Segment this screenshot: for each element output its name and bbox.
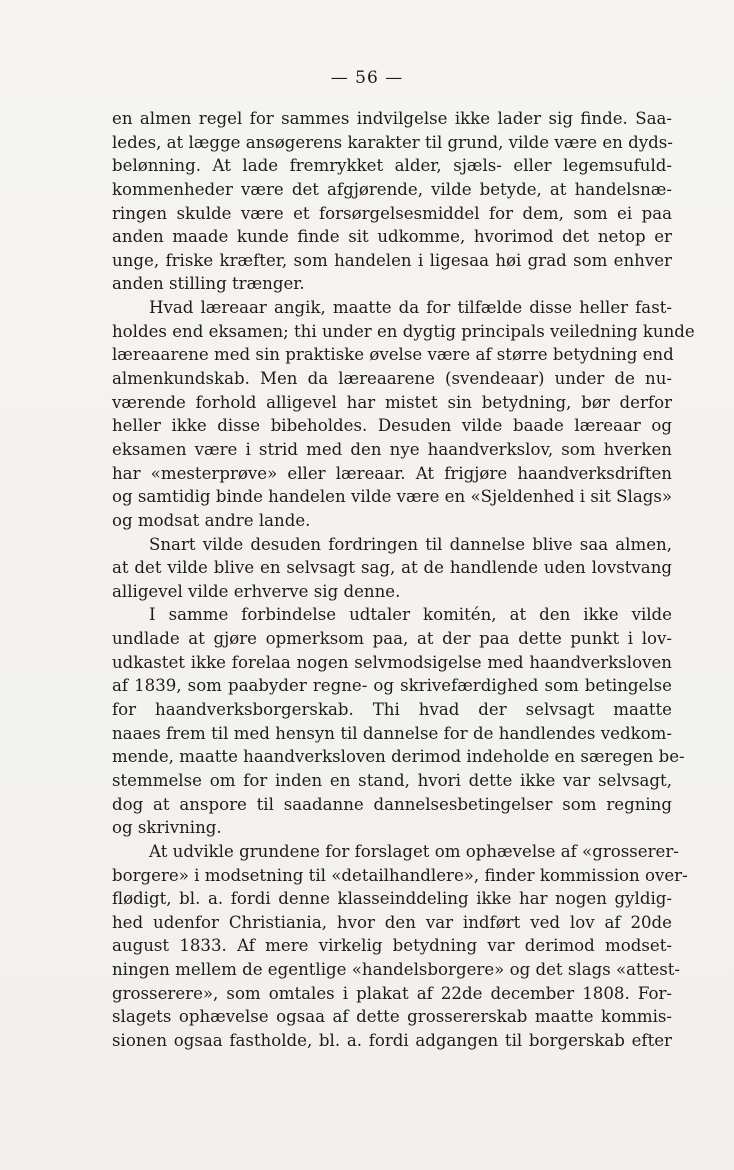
text-line: og skrivning. [112, 818, 222, 838]
text-line: belønning. At lade fremrykket alder, sjæls- eller legemsufuld- [112, 156, 672, 176]
text-line: I samme forbindelse udtaler komitén, at den ikke vilde [149, 605, 672, 625]
text-line: af 1839, som paabyder regne- og skrivefærdighed som betingelse [112, 676, 672, 696]
text-line: almenkundskab. Men da læreaarene (svendeaar) under de nu- [112, 369, 672, 389]
text-line: mende, maatte haandverksloven derimod indeholde en særegen be- [112, 747, 685, 767]
text-line: sionen ogsaa fastholde, bl. a. fordi adgangen til borgerskab efter [112, 1030, 672, 1050]
text-line: unge, friske kræfter, som handelen i ligesaa høi grad som enhver [112, 250, 672, 270]
text-line: har «mesterprøve» eller læreaar. At frigjøre haandverksdriften [112, 463, 672, 483]
text-line: ringen skulde være et forsørgelsesmiddel for dem, som ei paa [112, 203, 672, 223]
text-line: At udvikle grundene for forslaget om ophævelse af «grosserer- [149, 841, 679, 861]
text-line: Snart vilde desuden fordringen til dannelse blive saa almen, [149, 534, 672, 554]
text-line: udkastet ikke forelaa nogen selvmodsigelse med haandverksloven [112, 652, 672, 672]
text-line: holdes end eksamen; thi under en dygtig principals veiledning kunde [112, 321, 695, 341]
text-line: og samtidig binde handelen vilde være en «Sjeldenhed i sit Slags» [112, 487, 672, 507]
text-line: værende forhold alligevel har mistet sin betydning, bør derfor [112, 392, 672, 412]
text-line: undlade at gjøre opmerksom paa, at der paa dette punkt i lov- [112, 629, 672, 649]
text-line: en almen regel for sammes indvilgelse ikke lader sig finde. Saa- [112, 109, 672, 128]
text-line: dog at anspore til saadanne dannelsesbetingelser som regning [112, 794, 672, 814]
page-number: — 56 — [330, 68, 404, 88]
text-line: anden stilling trænger. [112, 274, 305, 294]
text-line: Hvad læreaar angik, maatte da for tilfælde disse heller fast- [149, 298, 672, 318]
text-line: flødigt, bl. a. fordi denne klasseinddeling ikke har nogen gyldig- [112, 889, 672, 909]
text-line: hed udenfor Christiania, hvor den var indført ved lov af 20de [112, 912, 672, 932]
text-line: at det vilde blive en selvsagt sag, at de handlende uden lovstvang [112, 558, 672, 578]
text-line: kommenheder være det afgjørende, vilde betyde, at handelsnæ- [112, 179, 672, 199]
text-line: anden maade kunde finde sit udkomme, hvorimod det netop er [112, 227, 672, 247]
text-line: læreaarene med sin praktiske øvelse være af større betydning end [112, 345, 674, 365]
text-line: borgere» i modsetning til «detailhandlere», finder kommission over- [112, 865, 688, 885]
text-line: alligevel vilde erhverve sig denne. [112, 581, 401, 601]
text-line: naaes frem til med hensyn til dannelse for de handlendes vedkom- [112, 723, 672, 743]
text-line: for haandverksborgerskab. Thi hvad der selvsagt maatte [112, 700, 672, 720]
text-line: ningen mellem de egentlige «handelsborgere» og det slags «attest- [112, 960, 680, 980]
text-line: heller ikke disse bibeholdes. Desuden vilde baade læreaar og [112, 416, 672, 436]
text-line: ledes, at lægge ansøgerens karakter til grund, vilde være en dyds- [112, 132, 673, 152]
text-line: slagets ophævelse ogsaa af dette grossererskab maatte kommis- [112, 1007, 672, 1027]
text-line: stemmelse om for inden en stand, hvori dette ikke var selvsagt, [112, 770, 672, 790]
text-line: eksamen være i strid med den nye haandverkslov, som hverken [112, 439, 672, 459]
body-text [112, 107, 695, 1053]
text-line: august 1833. Af mere virkelig betydning var derimod modset- [112, 936, 672, 956]
text-line: grosserere», som omtales i plakat af 22de december 1808. For- [112, 983, 672, 1003]
text-line: og modsat andre lande. [112, 510, 311, 530]
